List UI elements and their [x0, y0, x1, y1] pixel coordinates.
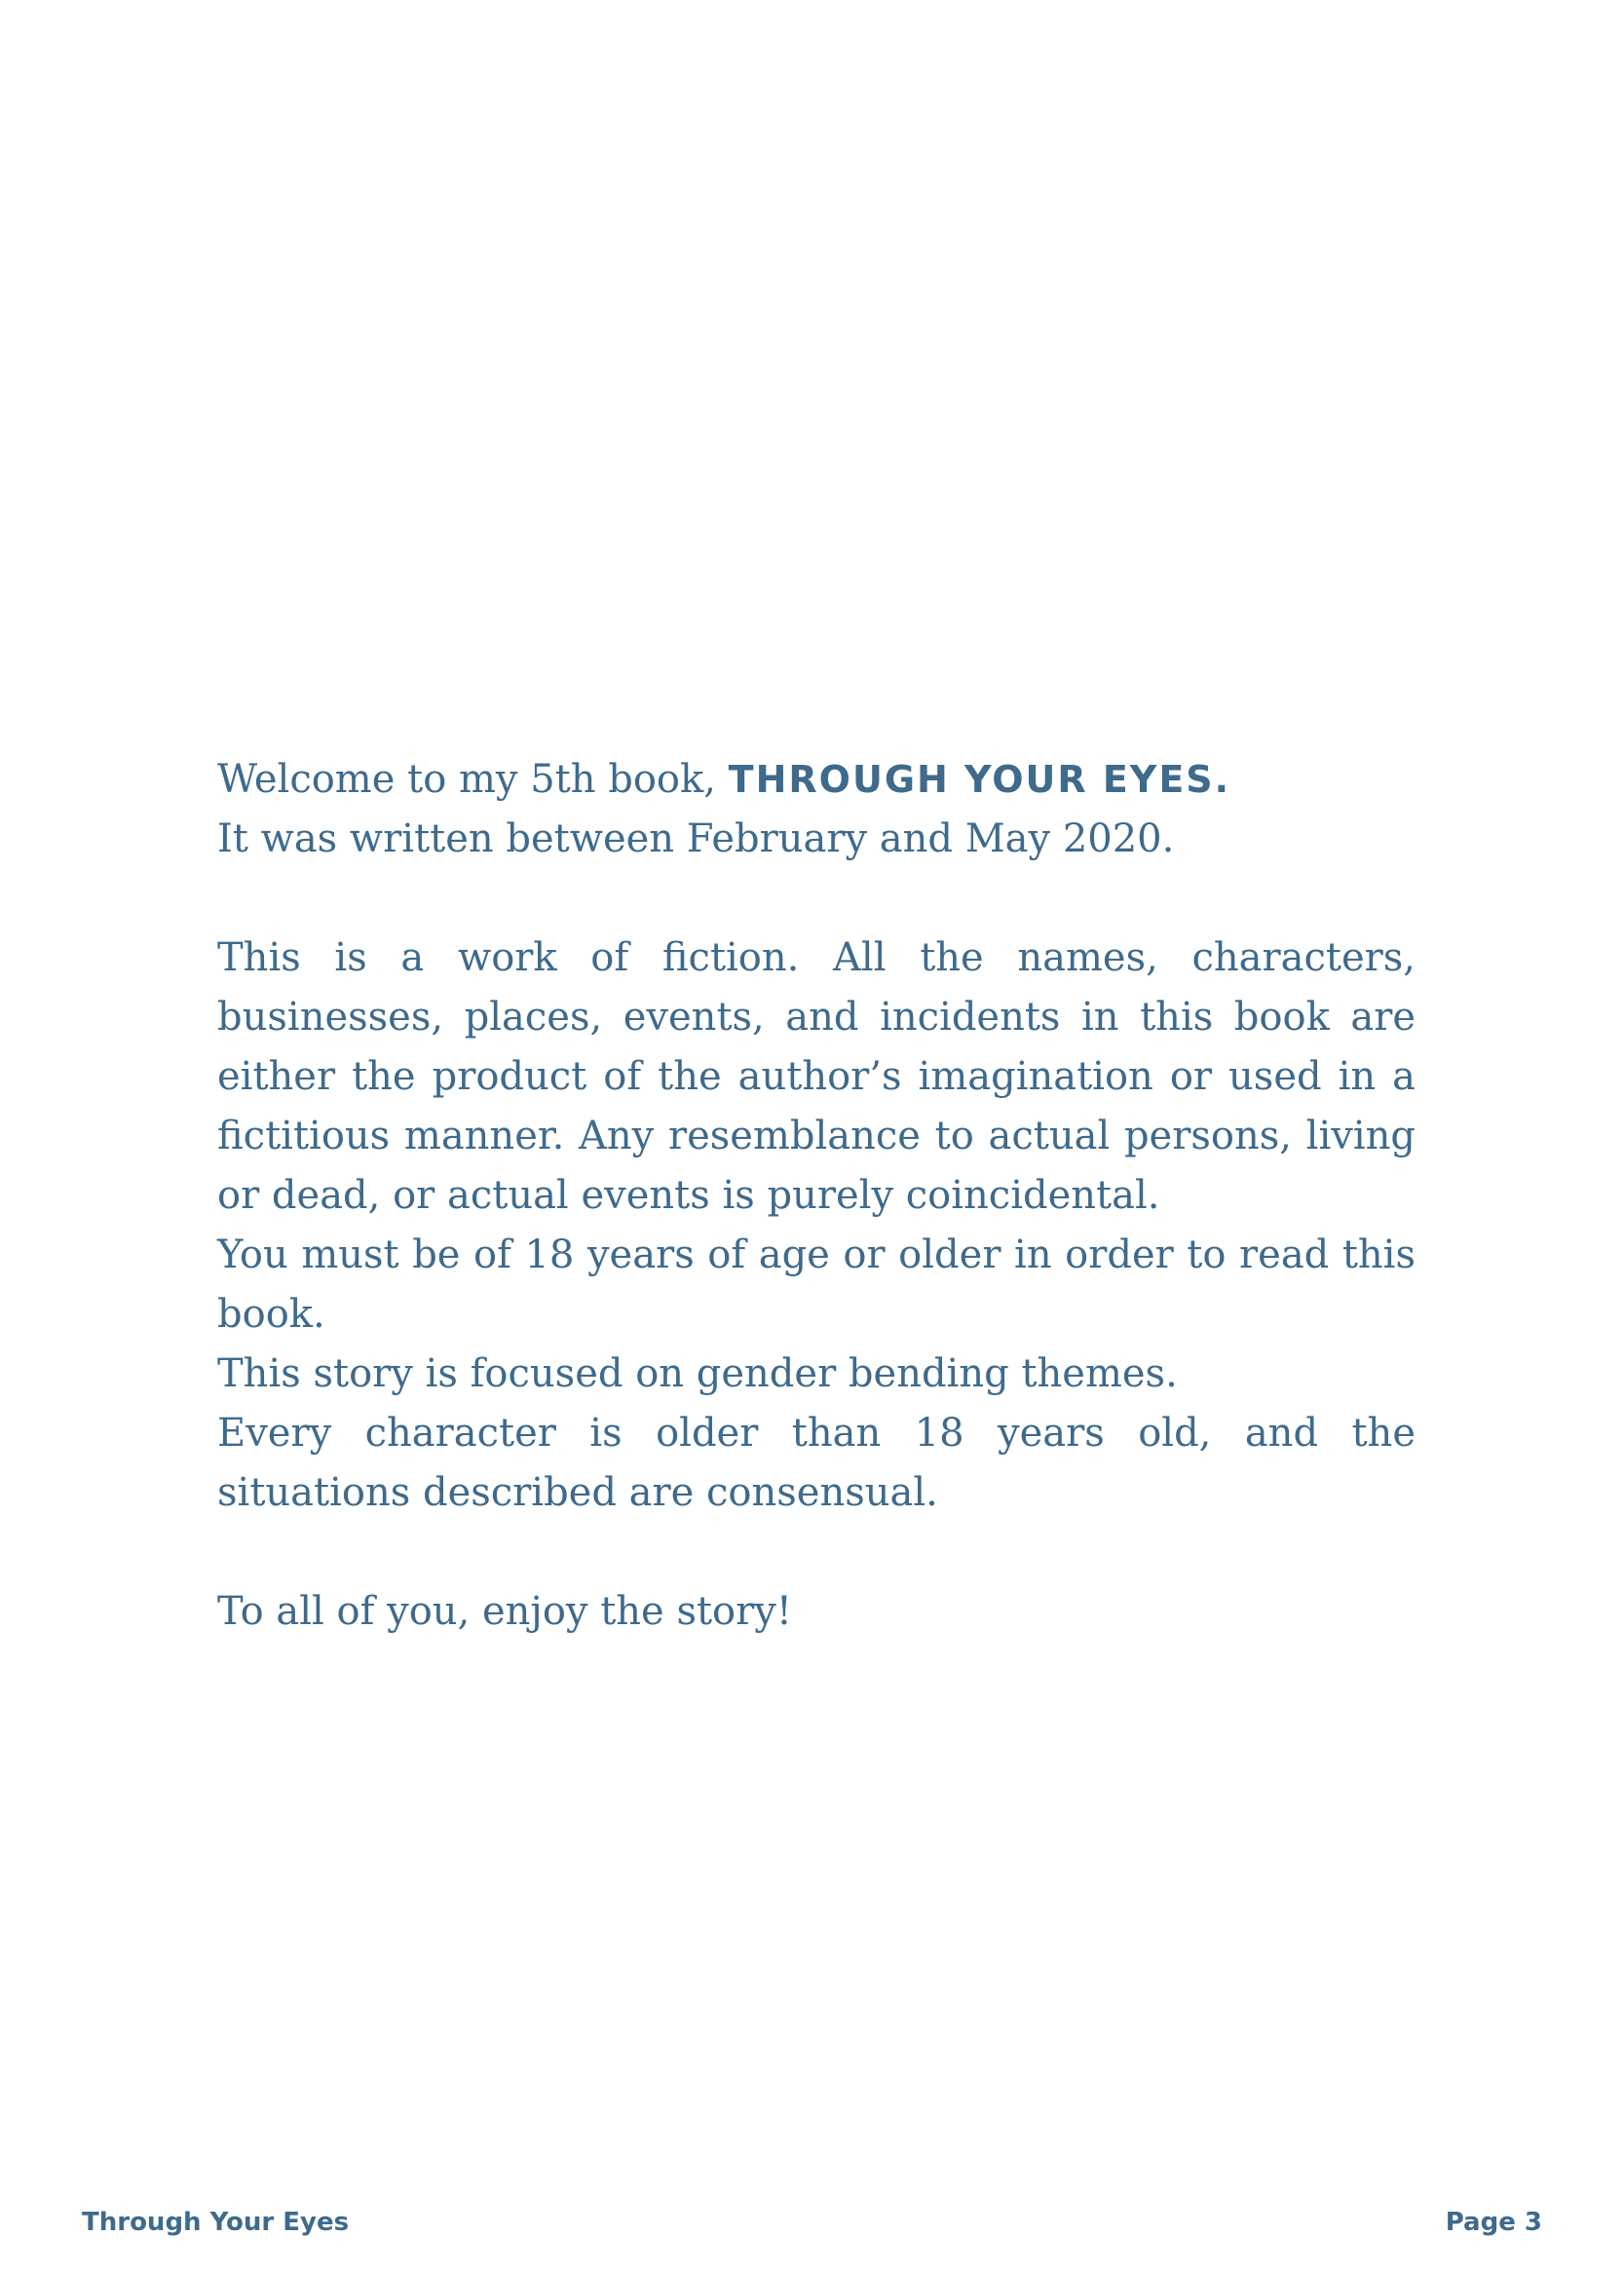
written-date-line: It was written between February and May 2020.: [217, 816, 1175, 861]
welcome-line: [217, 750, 1416, 810]
footer-page-number: Page 3: [1445, 2208, 1542, 2237]
paragraph-spacer: [217, 869, 1416, 929]
foreword-text: [217, 750, 1416, 1642]
book-title-inline: THROUGH YOUR EYES.: [728, 758, 1231, 801]
fiction-disclaimer: This is a work of fiction. All the names, characters, businesses, places, events, and incidents in this book are either the product of the author’s imagination or used in a fictitious manner. Any resemblance to actual persons, living or dead, or actual events is purely coincidental.: [217, 935, 1416, 1218]
consent-notice: Every character is older than 18 years old, and the situations described are consensual.: [217, 1411, 1416, 1515]
age-notice: You must be of 18 years of age or older in order to read this book.: [217, 1232, 1416, 1337]
paragraph-spacer: [217, 1523, 1416, 1582]
welcome-prefix: Welcome to my 5th book,: [217, 757, 729, 802]
closing-line: To all of you, enjoy the story!: [217, 1589, 792, 1634]
theme-notice: This story is focused on gender bending themes.: [217, 1351, 1178, 1396]
footer-book-title: Through Your Eyes: [82, 2208, 350, 2237]
